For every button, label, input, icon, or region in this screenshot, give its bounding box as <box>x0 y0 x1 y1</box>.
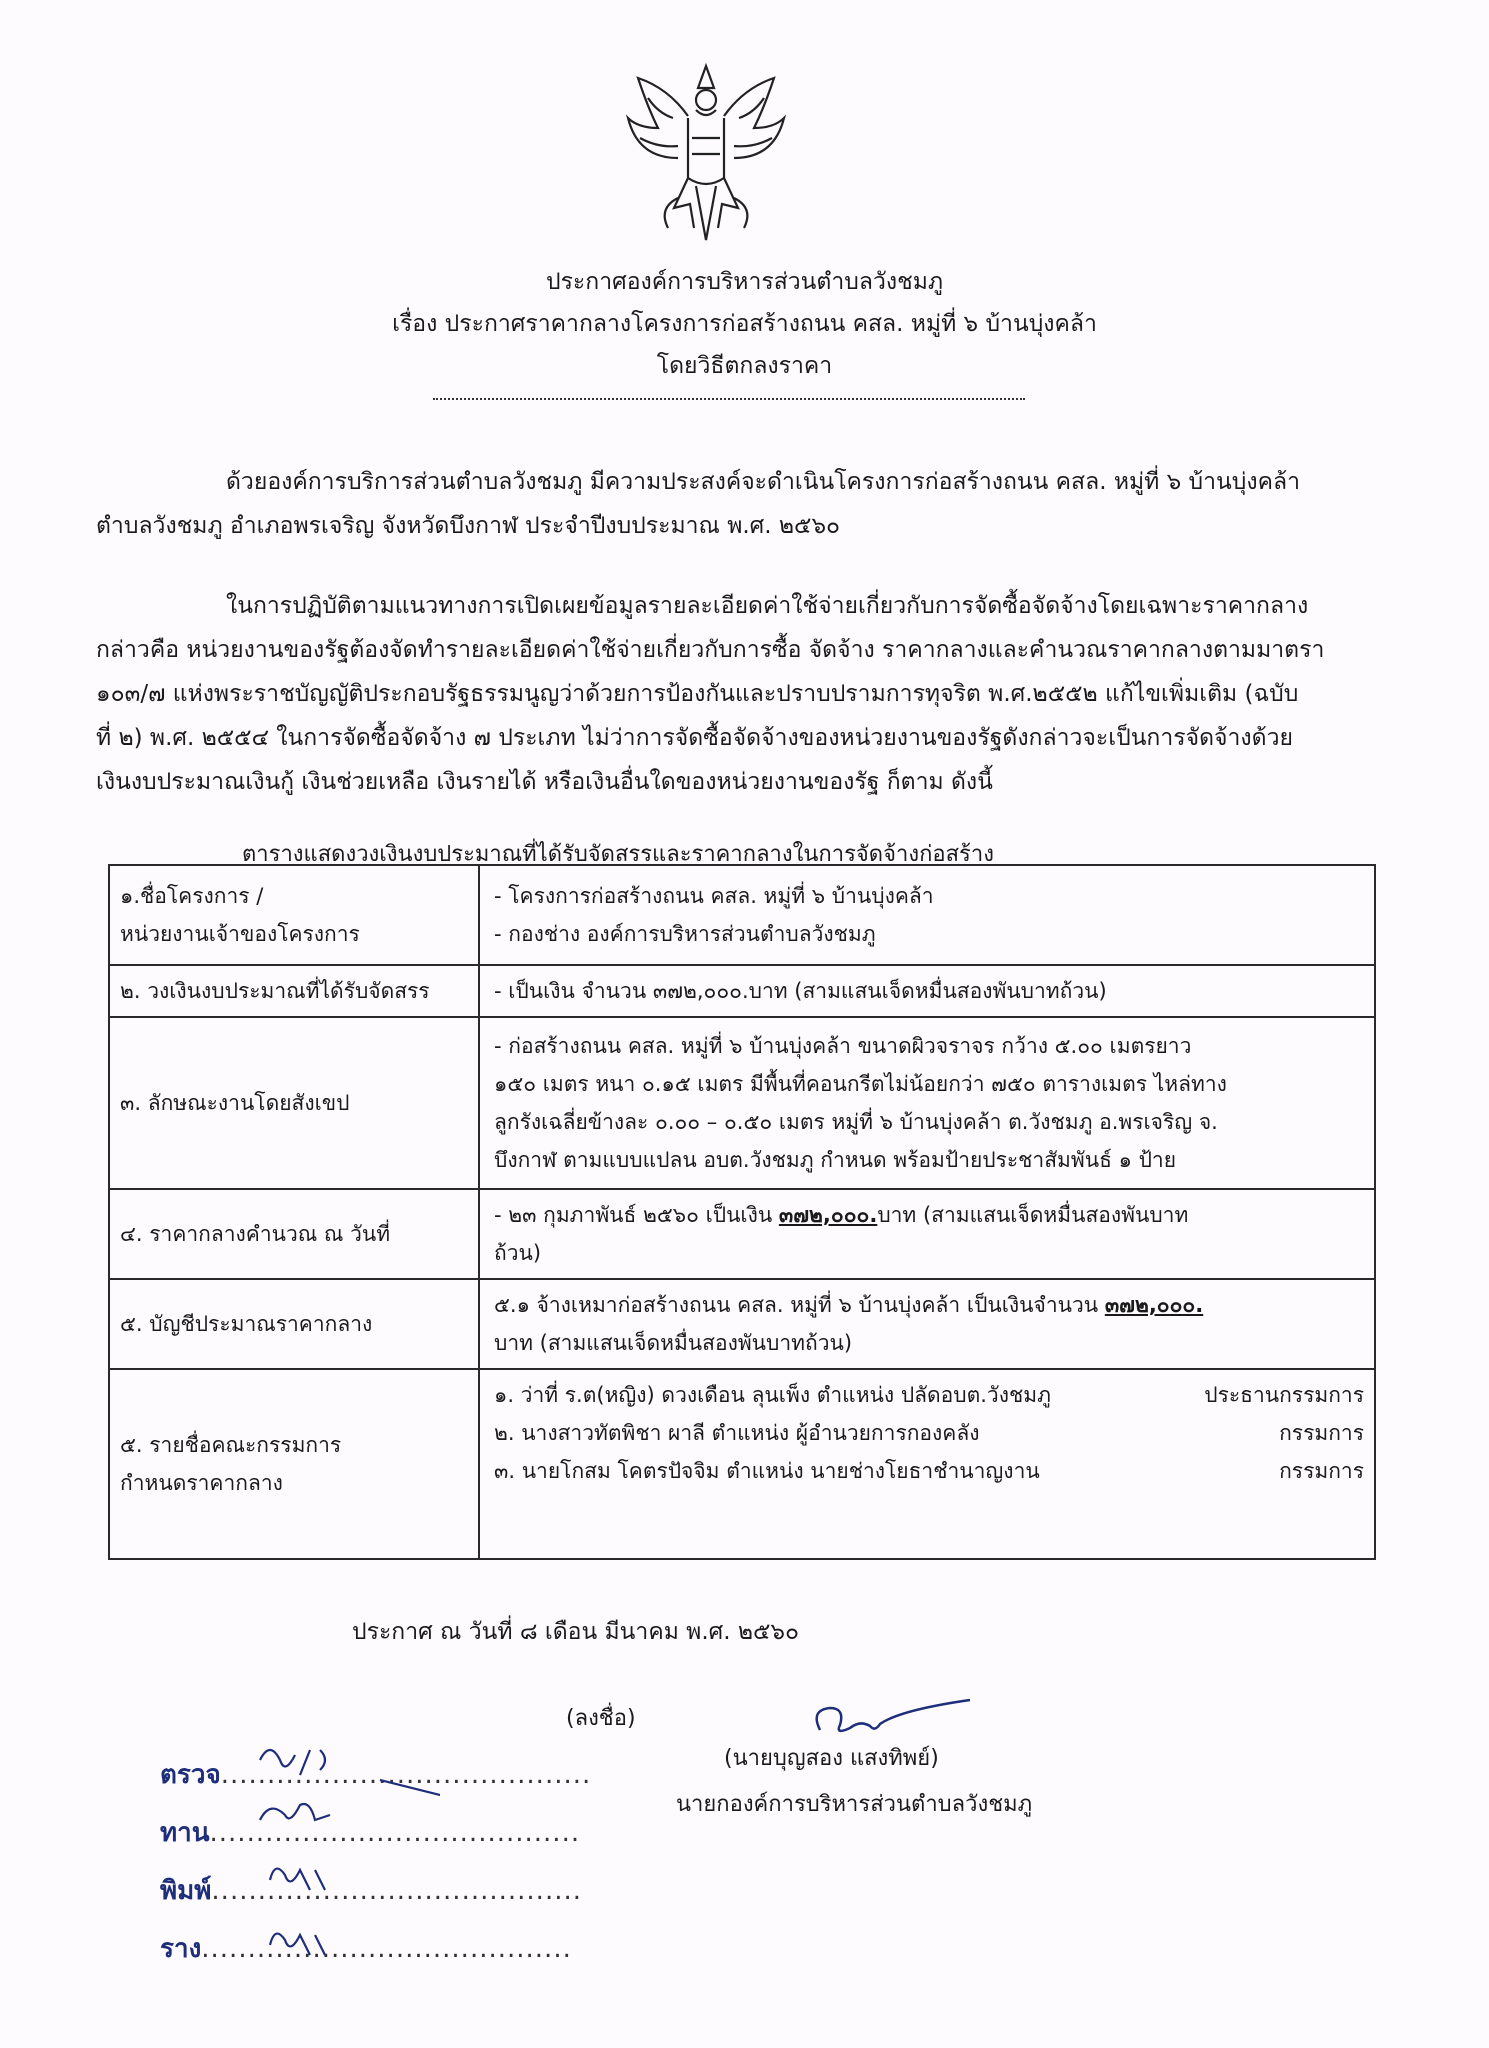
check-dots: ........................................ <box>209 1818 581 1848</box>
check-dots: ........................................ <box>201 1934 572 1964</box>
announce-date: ประกาศ ณ วันที่ ๘ เดือน มีนาคม พ.ศ. ๒๕๖๐ <box>352 1619 800 1645</box>
check-label: ราง <box>160 1934 202 1964</box>
member-name: ๑. ว่าที่ ร.ต(หญิง) ดวงเดือน ลุนเพ็ง ตำแหน่ง ปลัดอบต.วังชมภู <box>494 1383 1051 1407</box>
member-role: ประธานกรรมการ <box>1204 1383 1364 1407</box>
method-title: โดยวิธีตกลงราคา <box>656 353 833 379</box>
signed-label: (ลงชื่อ) <box>566 1706 636 1731</box>
row-label: ๕. บัญชีประมาณราคากลาง <box>109 1279 479 1369</box>
label-text: หน่วยงานเจ้าของโครงการ <box>120 922 360 946</box>
initials-marks <box>240 1730 440 1980</box>
value-suffix: บาท (สามแสนเจ็ดหมื่นสองพันบาท <box>877 1203 1189 1227</box>
table-row <box>109 1279 1375 1369</box>
check-label: ทาน <box>160 1818 210 1848</box>
value-text: - โครงการก่อสร้างถนน คสล. หมู่ที่ ๖ บ้านบุ่งคล้า <box>494 884 934 908</box>
table-row <box>109 865 1375 965</box>
value-prefix: - ๒๓ กุมภาพันธ์ ๒๕๖๐ เป็นเงิน <box>494 1203 779 1227</box>
table-row <box>109 1017 1375 1189</box>
para2-line3: ๑๐๓/๗ แห่งพระราชบัญญัติประกอบรัฐธรรมนูญว่าด้วยการป้องกันและปราบปรามการทุจริต พ.ศ.๒๕๕๒ แก้ไขเพิ่มเติม (ฉบับ <box>96 681 1299 707</box>
check-dots: ........................................ <box>211 1876 583 1906</box>
subject-title: เรื่อง ประกาศราคากลางโครงการก่อสร้างถนน คสล. หมู่ที่ ๖ บ้านบุ่งคล้า <box>392 311 1097 337</box>
label-text: ๑.ชื่อโครงการ / <box>120 884 264 908</box>
garuda-emblem-icon <box>618 58 794 244</box>
signer-position: นายกองค์การบริหารส่วนตำบลวังชมภู <box>676 1792 1033 1817</box>
value-text: ลูกรังเฉลี่ยข้างละ ๐.๐๐ – ๐.๕๐ เมตร หมู่ที่ ๖ บ้านบุ่งคล้า ต.วังชมภู อ.พรเจริญ จ. <box>494 1110 1218 1134</box>
label-text: กำหนดราคากลาง <box>120 1471 283 1495</box>
member-role: กรรมการ <box>1279 1459 1364 1483</box>
label-text: ๕. รายชื่อคณะกรรมการ <box>120 1433 342 1457</box>
value-prefix: ๕.๑ จ้างเหมาก่อสร้างถนน คสล. หมู่ที่ ๖ บ้านบุ่งคล้า เป็นเงินจำนวน <box>494 1293 1105 1317</box>
para2-line2: กล่าวคือ หน่วยงานของรัฐต้องจัดทำรายละเอียดค่าใช้จ่ายเกี่ยวกับการซื้อ จัดจ้าง ราคากลางและคำนวณราคากลางตามมาตรา <box>96 637 1325 663</box>
table-row <box>109 1189 1375 1279</box>
row-label <box>109 865 479 965</box>
value-text: บึงกาฬ ตามแบบแปลน อบต.วังชมภู กำหนด พร้อมป้ายประชาสัมพันธ์ ๑ ป้าย <box>494 1148 1177 1172</box>
check-label: ตรวจ <box>160 1760 221 1790</box>
member-role: กรรมการ <box>1279 1421 1364 1445</box>
para2-line4: ที่ ๒) พ.ศ. ๒๕๕๔ ในการจัดซื้อจัดจ้าง ๗ ประเภท ไม่ว่าการจัดซื้อจัดจ้างของหน่วยงานของรัฐดังกล่าวจะเป็นการจัดจ้างด้วย <box>96 725 1293 751</box>
intro-paragraph <box>96 460 1376 548</box>
value-text <box>494 1196 1364 1234</box>
budget-table <box>108 864 1376 1560</box>
member-name: ๓. นายโกสม โคตรปัจจิม ตำแหน่ง นายช่างโยธาชำนาญงาน <box>494 1459 1040 1483</box>
dotted-divider <box>433 398 1025 400</box>
row-value <box>479 1189 1375 1279</box>
check-label: พิมพ์ <box>160 1876 212 1906</box>
disclosure-paragraph <box>96 584 1378 804</box>
para2-line1: ในการปฏิบัติตามแนวทางการเปิดเผยข้อมูลรายละเอียดค่าใช้จ่ายเกี่ยวกับการจัดซื้อจัดจ้างโดยเฉพาะราคากลาง <box>226 593 1309 619</box>
signer-name: (นายบุญสอง แสงทิพย์) <box>724 1746 939 1771</box>
table-caption: ตารางแสดงวงเงินงบประมาณที่ได้รับจัดสรรและราคากลางในการจัดจ้างก่อสร้าง <box>242 842 994 867</box>
org-title: ประกาศองค์การบริหารส่วนตำบลวังชมภู <box>545 269 944 295</box>
row-label: ๔. ราคากลางคำนวณ ณ วันที่ <box>109 1189 479 1279</box>
row-label <box>109 1369 479 1559</box>
para1-line2: ตำบลวังชมภู อำเภอพรเจริญ จังหวัดบึงกาฬ ประจำปีงบประมาณ พ.ศ. ๒๕๖๐ <box>96 513 841 539</box>
row-value <box>479 1017 1375 1189</box>
check-dots: ........................................ <box>220 1760 592 1790</box>
amount-value: ๓๗๒,๐๐๐. <box>778 1203 878 1227</box>
amount-value: ๓๗๒,๐๐๐. <box>1104 1293 1204 1317</box>
table-row <box>109 965 1375 1017</box>
table-row <box>109 1369 1375 1559</box>
value-text: ๑๕๐ เมตร หนา ๐.๑๕ เมตร มีพื้นที่คอนกรีตไม่น้อยกว่า ๗๕๐ ตารางเมตร ไหล่ทาง <box>494 1072 1227 1096</box>
row-label: ๓. ลักษณะงานโดยสังเขป <box>109 1017 479 1189</box>
para1-line1: ด้วยองค์การบริการส่วนตำบลวังชมภู มีความประสงค์จะดำเนินโครงการก่อสร้างถนน คสล. หมู่ที่ ๖ บ้านบุ่งคล้า <box>226 469 1300 495</box>
value-text: - กองช่าง องค์การบริหารส่วนตำบลวังชมภู <box>494 922 876 946</box>
row-value <box>479 865 1375 965</box>
row-label: ๒. วงเงินงบประมาณที่ได้รับจัดสรร <box>109 965 479 1017</box>
committee-list <box>479 1369 1375 1559</box>
value-text: - ก่อสร้างถนน คสล. หมู่ที่ ๖ บ้านบุ่งคล้า ขนาดผิวจราจร กว้าง ๕.๐๐ เมตรยาว <box>494 1034 1192 1058</box>
value-text: บาท (สามแสนเจ็ดหมื่นสองพันบาทถ้วน) <box>494 1331 853 1355</box>
row-value: - เป็นเงิน จำนวน ๓๗๒,๐๐๐.บาท (สามแสนเจ็ดหมื่นสองพันบาทถ้วน) <box>479 965 1375 1017</box>
committee-member <box>494 1414 1364 1452</box>
row-value <box>479 1279 1375 1369</box>
para2-line5: เงินงบประมาณเงินกู้ เงินช่วยเหลือ เงินรายได้ หรือเงินอื่นใดของหน่วยงานของรัฐ ก็ตาม ดังนี้ <box>96 769 993 795</box>
value-text: ถ้วน) <box>494 1241 542 1265</box>
committee-member <box>494 1452 1364 1490</box>
committee-member <box>494 1376 1364 1414</box>
value-text <box>494 1286 1364 1324</box>
member-name: ๒. นางสาวทัตพิชา ผาลี ตำแหน่ง ผู้อำนวยการกองคลัง <box>494 1421 980 1445</box>
